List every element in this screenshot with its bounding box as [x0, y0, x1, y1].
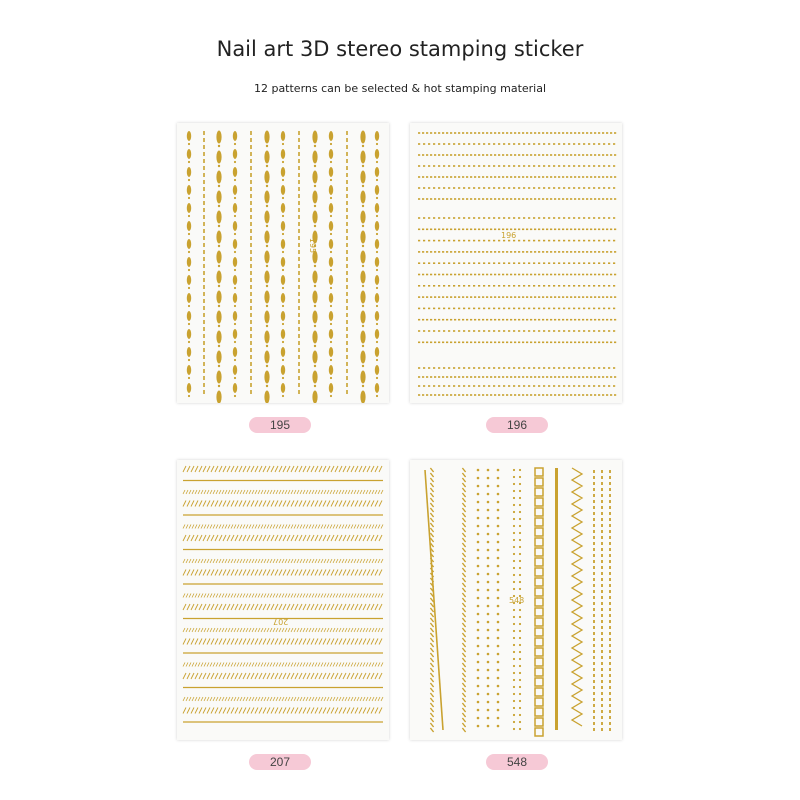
- badge-196[interactable]: 196: [486, 417, 548, 433]
- sheet-number: 207: [273, 617, 289, 626]
- page-title: Nail art 3D stereo stamping sticker: [216, 37, 584, 61]
- sheet-number: 196: [501, 231, 517, 240]
- sheet-number: 195: [308, 237, 318, 254]
- pattern-horizontal-dotted-lines: [410, 123, 622, 403]
- badge-207[interactable]: 207: [249, 754, 311, 770]
- sticker-sheet-195[interactable]: [177, 123, 389, 403]
- pattern-horizontal-hatched-lines: [177, 460, 389, 740]
- page-subtitle: 12 patterns can be selected & hot stamping material: [253, 82, 547, 95]
- badge-548[interactable]: 548: [486, 754, 548, 770]
- badge-195[interactable]: 195: [249, 417, 311, 433]
- sticker-sheet-196[interactable]: [410, 123, 622, 403]
- sticker-sheet-207[interactable]: [177, 460, 389, 740]
- pattern-vertical-dotted-lines: [177, 123, 389, 403]
- sticker-sheet-548[interactable]: [410, 460, 622, 740]
- sheet-number: 548: [509, 596, 525, 605]
